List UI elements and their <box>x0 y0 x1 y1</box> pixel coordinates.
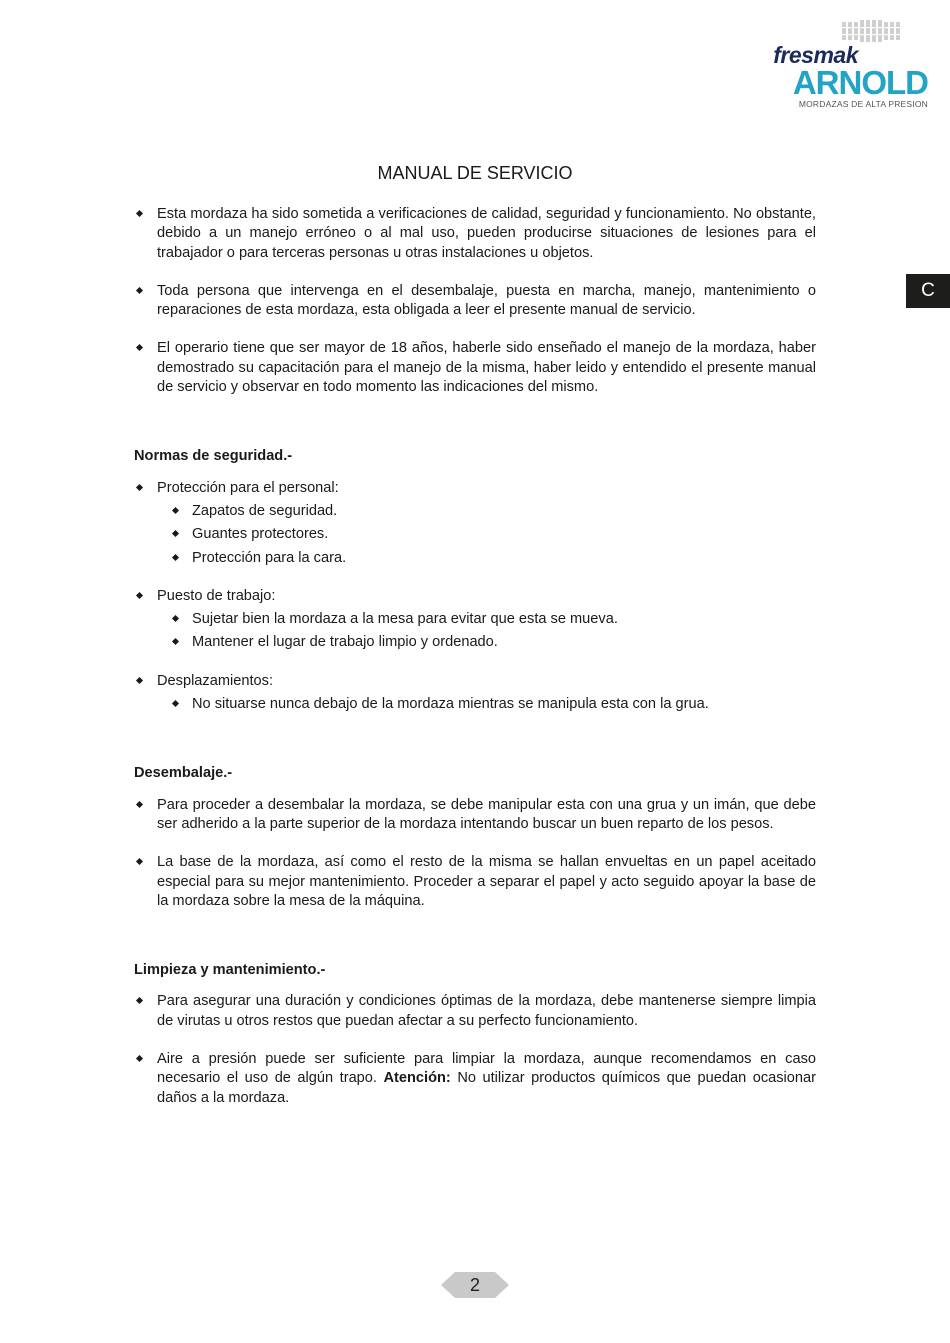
safety-group-label: Desplazamientos: <box>134 672 816 691</box>
safety-sub-item: Protección para la cara. <box>134 549 816 568</box>
page-title: MANUAL DE SERVICIO <box>377 163 573 183</box>
safety-group-label: Puesto de trabajo: <box>134 587 816 606</box>
intro-item: Esta mordaza ha sido sometida a verificaciones de calidad, seguridad y funcionamiento. No obstante, debido a un manejo erróneo o al mal uso, pueden producirse situaciones de lesiones para el trabajador o para terceras personas u otras instalaciones u objetos. <box>134 205 816 263</box>
intro-item: El operario tiene que ser mayor de 18 años, haberle sido enseñado el manejo de la mordaza, haber demostrado su capacitación para el manejo de la misma, haber leido y entendido el presente manual de servicio y observar en todo momento las indicaciones del mismo. <box>134 339 816 397</box>
document-body <box>134 205 816 1127</box>
section-heading-cleaning: Limpieza y mantenimiento.- <box>134 962 326 979</box>
logo-arnold: ARNOLD <box>792 64 928 101</box>
unpacking-item: La base de la mordaza, así como el resto de la misma se hallan envueltas en un papel aceitado especial para su mejor mantenimiento. Proceder a separar el papel y acto seguido apoyar la base de la mordaza sobre la mesa de la máquina. <box>134 853 816 911</box>
safety-group-label: Protección para el personal: <box>134 479 816 498</box>
safety-sub-item: Zapatos de seguridad. <box>134 502 816 521</box>
logo-grid-icon <box>842 20 900 42</box>
safety-sub-item: No situarse nunca debajo de la mordaza mientras se manipula esta con la grua. <box>134 695 816 714</box>
section-tab: C <box>906 274 950 308</box>
cleaning-item: Para asegurar una duración y condiciones óptimas de la mordaza, debe mantenerse siempre limpia de virutas u otros restos que puedan afectar a su perfecto funcionamiento. <box>134 992 816 1031</box>
page-number-text: 2 <box>469 1275 480 1295</box>
safety-sub-item: Mantener el lugar de trabajo limpio y ordenado. <box>134 633 816 652</box>
logo-fresmak: fresmak <box>773 42 858 68</box>
page-number <box>441 1272 509 1298</box>
safety-sub-item: Guantes protectores. <box>134 525 816 544</box>
intro-item: Toda persona que intervenga en el desembalaje, puesta en marcha, manejo, mantenimiento o reparaciones de esta mordaza, esta obligada a leer el presente manual de servicio. <box>134 282 816 321</box>
section-heading-safety: Normas de seguridad.- <box>134 448 293 465</box>
cleaning-warning: No utilizar productos químicos que puedan ocasionar daños a la mordaza. <box>157 1070 817 1106</box>
logo-tagline: MORDAZAS DE ALTA PRESION <box>798 99 928 109</box>
cleaning-text: Aire a presión puede ser suficiente para limpiar la mordaza, aunque recomendamos en caso necesario el uso de algún trapo. <box>157 1051 816 1087</box>
cleaning-item <box>134 1050 816 1108</box>
attention-label: Atención: <box>383 1070 451 1087</box>
section-heading-unpacking: Desembalaje.- <box>134 765 233 782</box>
safety-sub-item: Sujetar bien la mordaza a la mesa para evitar que esta se mueva. <box>134 610 816 629</box>
unpacking-item: Para proceder a desembalar la mordaza, se debe manipular esta con una grua y un imán, que debe ser adherido a la parte superior de la mordaza intentando buscar un buen reparto de los pesos. <box>134 796 816 835</box>
brand-logo <box>773 20 928 112</box>
